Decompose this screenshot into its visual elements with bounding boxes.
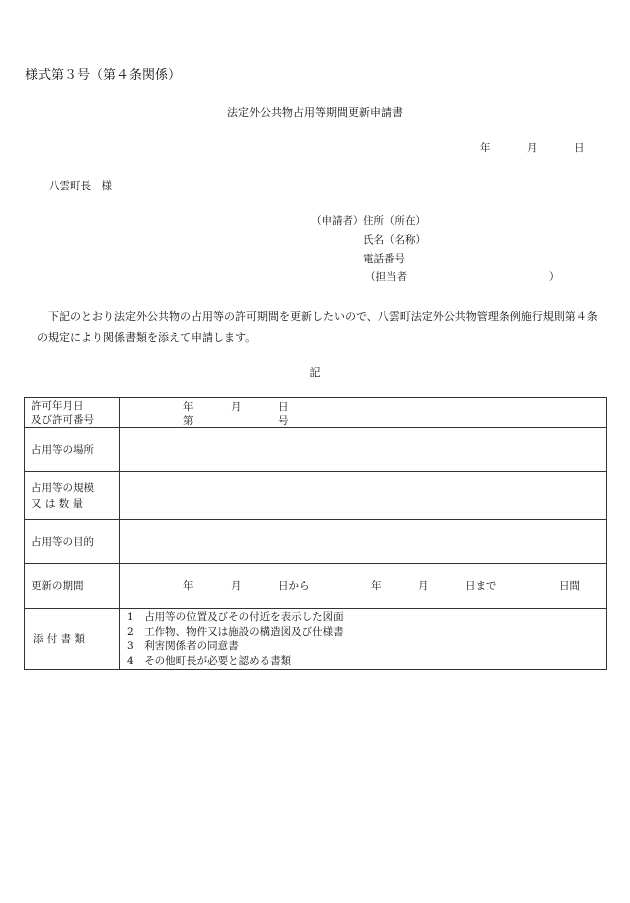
date-year-label: 年 xyxy=(480,142,491,154)
phone-label: 電話番号 xyxy=(363,253,405,265)
dai-label: 第 xyxy=(183,415,194,427)
name-label: 氏名（名称） xyxy=(363,234,426,246)
occupancy-purpose-field[interactable] xyxy=(120,520,607,564)
renewal-period-field[interactable] xyxy=(120,564,607,609)
renewal-period-label: 更新の期間 xyxy=(25,564,120,609)
label-line: 又 は 数 量 xyxy=(31,497,84,510)
item-number: 1 xyxy=(127,611,134,623)
days-label: 日間 xyxy=(559,580,580,592)
to-day-label: 日まで xyxy=(465,580,497,592)
from-day-label: 日から xyxy=(278,580,310,592)
table-row xyxy=(25,428,607,472)
ki-heading: 記 xyxy=(309,366,321,379)
contact-person-label: （担当者 xyxy=(365,271,407,283)
contact-person-close: ） xyxy=(549,271,560,283)
form-number: 様式第３号（第４条関係） xyxy=(25,68,182,83)
item-text: 工作物、物件又は施設の構造図及び仕様書 xyxy=(144,625,344,638)
label-line: 許可年月日 xyxy=(31,399,84,412)
occupancy-location-field[interactable] xyxy=(120,428,607,472)
label-line: 及び許可番号 xyxy=(31,413,94,426)
item-text: 占用等の位置及びその付近を表示した図面 xyxy=(144,611,344,623)
table-row xyxy=(25,520,607,564)
table-row xyxy=(25,564,607,609)
attachment-items xyxy=(120,610,606,668)
attachments-list xyxy=(120,609,607,670)
list-item xyxy=(127,625,606,640)
application-form-table xyxy=(24,397,607,670)
item-number: 4 xyxy=(127,654,134,667)
permit-date-number-label xyxy=(25,398,120,428)
table-row xyxy=(25,398,607,428)
from-year-label: 年 xyxy=(183,580,194,592)
list-item xyxy=(127,654,606,669)
list-item xyxy=(127,610,606,625)
recipient: 八雲町長 様 xyxy=(49,180,112,192)
go-label: 号 xyxy=(278,415,289,427)
document-title: 法定外公共物占用等期間更新申請書 xyxy=(227,106,403,119)
item-number: 2 xyxy=(127,625,134,638)
applicant-role: （申請者） xyxy=(311,215,364,227)
month-label: 月 xyxy=(231,401,242,413)
table-row xyxy=(25,609,607,670)
day-label: 日 xyxy=(278,401,289,413)
item-number: 3 xyxy=(127,640,134,652)
occupancy-purpose-label: 占用等の目的 xyxy=(25,520,120,564)
item-text: その他町長が必要と認める書類 xyxy=(144,654,292,667)
date-month-label: 月 xyxy=(527,142,538,154)
to-month-label: 月 xyxy=(418,580,429,592)
attachments-label: 添 付 書 類 xyxy=(25,609,120,670)
occupancy-scale-label xyxy=(25,472,120,520)
application-statement: 下記のとおり法定外公共物の占用等の許可期間を更新したいので、八雲町法定外公共物管理条例施行規則第４条の規定により関係書類を添えて申請します。 xyxy=(37,310,598,344)
year-label: 年 xyxy=(183,401,194,413)
date-day-label: 日 xyxy=(574,142,585,154)
table-row xyxy=(25,472,607,520)
permit-date-number-field[interactable] xyxy=(120,398,607,428)
to-year-label: 年 xyxy=(371,580,382,592)
label-line: 占用等の規模 xyxy=(31,481,94,494)
item-text: 利害関係者の同意書 xyxy=(144,640,239,652)
address-label: 住所（所在） xyxy=(363,215,426,227)
list-item xyxy=(127,639,606,654)
from-month-label: 月 xyxy=(231,580,242,592)
occupancy-scale-field[interactable] xyxy=(120,472,607,520)
occupancy-location-label: 占用等の場所 xyxy=(25,428,120,472)
